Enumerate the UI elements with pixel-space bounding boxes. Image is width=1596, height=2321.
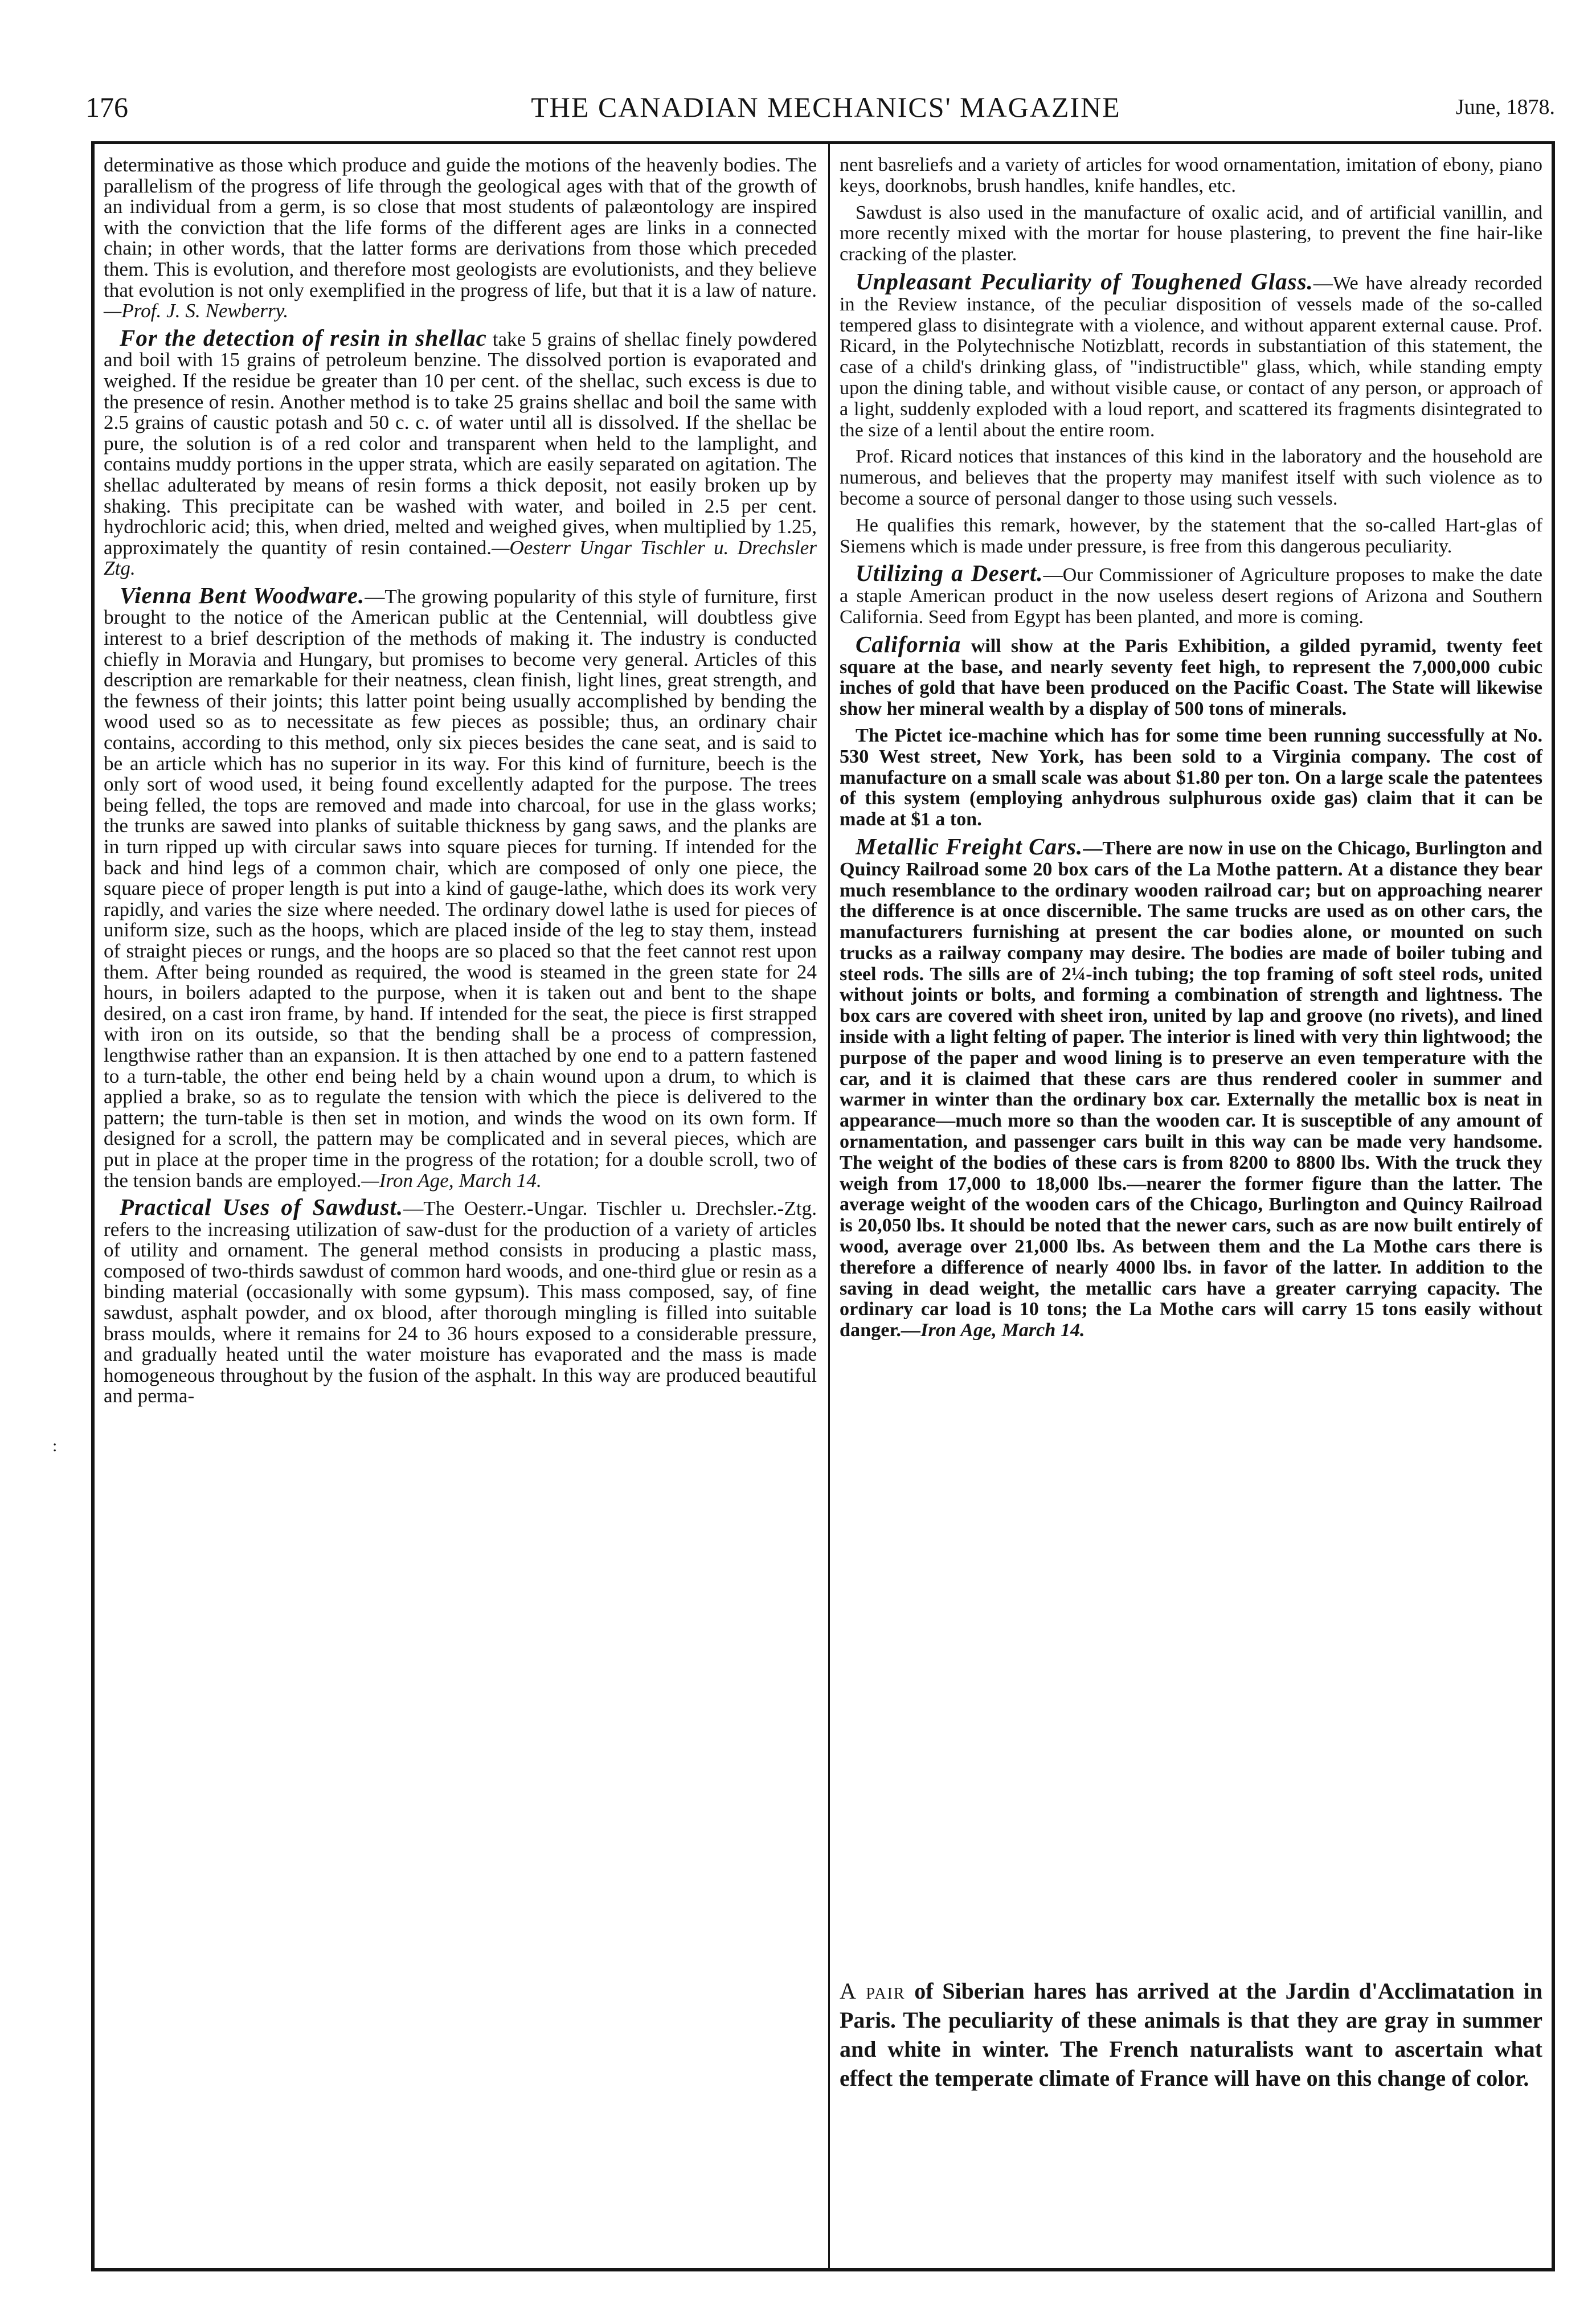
freight-cars-citation: —Iron Age, March 14. bbox=[901, 1320, 1085, 1341]
column-divider bbox=[828, 141, 830, 2271]
left-column bbox=[104, 155, 817, 2262]
right-column bbox=[840, 155, 1542, 1898]
sawdust-paragraph-2: Sawdust is also used in the manufacture of oxalic acid, and of artificial vanillin, and more recently mixed with the mortar for house plastering, to prevent the fine hair-like cracking of the plaster. bbox=[840, 202, 1542, 265]
article-hares bbox=[840, 1976, 1542, 2181]
sawdust-text: —The Oesterr.-Ungar. Tischler u. Drechsler.-Ztg. refers to the increasing utilization of saw-dust for the production of a variety of articles of utility and ornament. The general method consists in producing a plastic mass, composed of two-thirds sawdust of common hard woods, and one-third glue or resin as a binding material (occasionally with some gypsum). This mass composed, say, of fine sawdust, asphalt powder, and ox blood, after thorough mingling is filled into suitable brass moulds, where it remains for 24 to 36 hours exposed to a considerable pressure, and gradually heated until the water moisture has evaporated and the mass is made homogeneous throughout by the fusion of the asphalt. In this way are produced beautiful and perma- bbox=[104, 1197, 817, 1407]
california-text: will show at the Paris Exhibition, a gilded pyramid, twenty feet square at the base, and nearly seventy feet high, to represent the 7,000,000 cubic inches of gold that have been produced on the Pacific Coast. The State will likewise show her mineral wealth by a display of 500 tons of minerals. bbox=[840, 635, 1542, 720]
article-resin bbox=[104, 324, 817, 580]
hares-text: of Siberian hares has arrived at the Jardin d'Acclimatation in Paris. The peculiarity of these animals is that they are gray in summer and white in winter. The French naturalists want to ascertain what effect the temperate climate of France will have on this change of color. bbox=[840, 1978, 1543, 2091]
resin-citation: —Oesterr Ungar Tischler u. Drechsler Ztg. bbox=[104, 536, 817, 580]
sawdust-heading: Practical Uses of Sawdust. bbox=[120, 1194, 404, 1221]
margin-mark: : bbox=[52, 1436, 58, 1455]
page-header bbox=[85, 84, 1566, 130]
page-number: 176 bbox=[85, 91, 128, 123]
magazine-title: THE CANADIAN MECHANICS' MAGAZINE bbox=[531, 91, 1121, 123]
desert-text: —Our Commissioner of Agriculture proposes to make the date a staple American product in the now useless desert regions of Arizona and Southern California. Seed from Egypt has been planted, and more is coming. bbox=[840, 564, 1542, 628]
article-sawdust bbox=[104, 1194, 817, 1407]
article-desert bbox=[840, 560, 1542, 628]
article-california bbox=[840, 631, 1542, 720]
hares-paragraph bbox=[840, 1976, 1542, 2093]
glass-heading: Unpleasant Peculiarity of Toughened Glass. bbox=[856, 268, 1313, 294]
sawdust-continued: nent basreliefs and a variety of articles for wood ornamentation, imitation of ebony, piano keys, doorknobs, brush handles, knife handles, etc. bbox=[840, 154, 1542, 197]
desert-heading: Utilizing a Desert. bbox=[856, 560, 1043, 587]
resin-heading: For the detection of resin in shellac bbox=[120, 324, 487, 351]
evolution-text: determinative as those which produce and guide the motions of the heavenly bodies. The parallelism of the progress of life through the geological ages with that of the growth of an individual from a germ, is so close that most students of palæontology are inspired with the conviction that the life forms of the different ages are links in a connected chain; in other words, that the latter forms are derivations from those which preceded them. This is evolution, and therefore most geologists are evolutionists, and they believe that evolution is not only exemplified in the progress of life, but that it is a law of nature. bbox=[104, 154, 817, 301]
vienna-text: —The growing popularity of this style of furniture, first brought to the notice of the American public at the Centennial, will doubtless give interest to a brief description of the methods of making it. The industry is conducted chiefly in Moravia and Hungary, but promises to become very general. Articles of this description are remarkable for their neatness, clean finish, light lines, great strength, and the fewness of their joints; this latter point being usually accomplished by bending the wood used so as to necessitate as few pieces as possible; thus, an ordinary chair contains, according to this method, only six pieces besides the cane seat, and is said to be an article which has no superior in its way. For this kind of furniture, beech is the only sort of wood used, it being found excellently adapted for the purpose. The trees being felled, the tops are removed and made into charcoal, for use in the glass works; the trunks are sawed into planks of suitable thickness by gang saws, and the planks are in turn ripped up with circular saws into square pieces for turning. If intended for the back and hind legs of a common chair, which are composed of only one piece, the square piece of proper length is put into a kind of gauge-lathe, which does its work very rapidly, and varies the size where needed. The ordinary dowel lathe is used for pieces of uniform size, such as the hoops, which are placed inside of the leg to stay them, instead of straight pieces or rungs, and the hoops are so placed so that the feet cannot rest upon them. After being rounded as required, the wood is steamed in the green state for 24 hours, in boilers adapted to the purpose, when it is taken out and bent to the shape desired, on a cast iron frame, by hand. If intended for the seat, the piece is first strapped with iron on its outside, so that the bending shall be a process of compression, lengthwise rather than an expansion. It is then attached by one end to a pattern fastened to a turn-table, the other end being held by a chain wound upon a drum, to which is applied a brake, so as to regulate the tension with which the piece is delivered to the pattern; the turn-table is then set in motion, and winds the wood on its own form. If designed for a scroll, the pattern may be complicated and in several pieces, which are put in place at the proper time in the progress of the rotation; for a double scroll, two of the tension bands are employed. bbox=[104, 585, 817, 1192]
california-heading: California bbox=[856, 631, 961, 657]
article-freight-cars bbox=[840, 833, 1542, 1341]
evolution-citation: —Prof. J. S. Newberry. bbox=[104, 300, 289, 322]
resin-text: take 5 grains of shellac finely powdered and boil with 15 grains of petroleum benzine. The dissolved portion is evaporated and weighed. If the residue be greater than 10 per cent. of the shellac, such excess is due to the presence of resin. Another method is to take 25 grains shellac and boil the same with 2.5 grains of caustic potash and 50 c. c. of water until all is dissolved. If the shellac be pure, the solution is of a red color and transparent when held to the lamplight, and contains muddy portions in the upper strata, which are easily separated on agitation. The shellac adulterated by means of resin forms a thick deposit, not easily broken up by shaking. This precipitate can be washed with water, and boiled in 2.5 per cent. hydrochloric acid; this, when dried, melted and weighed gives, when multiplied by 1.25, approximately the quantity of resin contained. bbox=[104, 328, 817, 559]
article-pictet: The Pictet ice-machine which has for some time been running successfully at No. 530 West street, New York, has been sold to a Virginia company. The cost of manufacture on a small scale was about $1.80 per ton. On a large scale the patentees of this system (employing anhydrous sulphurous oxide gas) claim that it can be made at $1 a ton. bbox=[840, 724, 1542, 830]
article-vienna bbox=[104, 582, 817, 1192]
glass-text: —We have already recorded in the Review instance, of the peculiar disposition of vessels made of the so-called tempered glass to disintegrate with a violence, and without apparent external cause. Prof. Ricard, in the Polytechnische Notizblatt, records in substantiation of this statement, the case of a child's drinking glass, of "indistructible" glass, which, while standing empty upon the dining table, and without visible cause, or contact of any person, or approach of a light, suddenly exploded with a loud report, and scattered its fragments disintegrated to the size of a lentil about the entire room. bbox=[840, 272, 1542, 441]
glass-paragraph-2: Prof. Ricard notices that instances of this kind in the laboratory and the household are numerous, and believes that the property may manifest itself with such violence as to become a source of personal danger to those using such vessels. bbox=[840, 446, 1542, 509]
vienna-citation: —Iron Age, March 14. bbox=[361, 1169, 542, 1192]
vienna-heading: Vienna Bent Woodware. bbox=[120, 582, 365, 608]
hares-lead: A pair bbox=[840, 1978, 906, 2004]
glass-paragraph-3: He qualifies this remark, however, by the statement that the so-called Hart-glas of Siemens which is made under pressure, is free from this dangerous peculiarity. bbox=[840, 514, 1542, 557]
article-glass bbox=[840, 268, 1542, 441]
freight-cars-heading: Metallic Freight Cars. bbox=[856, 833, 1083, 859]
freight-cars-text: —There are now in use on the Chicago, Burlington and Quincy Railroad some 20 box cars of the La Mothe pattern. At a distance they bear much resemblance to the ordinary wooden railroad car; but on approaching nearer the difference is at once discernible. The same trucks are used as on other cars, the manufacturers furnishing at present the car bodies alone, or mounted on such trucks as a railway company may desire. The bodies are made of boiler tubing and steel rods. The sills are of 2¼-inch tubing; the top framing of soft steel rods, united without joints or bolts, and forming a combination of strength and lightness. The box cars are covered with sheet iron, united by lap and groove (no rivets), and lined inside with a light felting of paper. The interior is lined with very thin lightwood; the purpose of the paper and wood lining is to preserve an even temperature with the car, and it is claimed that these cars are thus rendered cooler in summer and warmer in winter than the ordinary box car. Externally the metallic box is neat in appearance—much more so than the wooden car. It is susceptible of any amount of ornamentation, and passenger cars built in this way can be made very handsome. The weight of the bodies of these cars is from 8200 to 8800 lbs. With the truck they weigh from 17,000 to 18,000 lbs.—nearer the former figure than the latter. The average weight of the wooden cars of the Chicago, Burlington and Quincy Railroad is 20,050 lbs. It should be noted that the newer cars, such as are now built entirely of wood, average over 21,000 lbs. As between them and the La Mothe cars there is therefore a difference of nearly 4000 lbs. in favor of the latter. In addition to the saving in dead weight, the metallic cars have a greater carrying capacity. The ordinary car load is 10 tons; the La Mothe cars will carry 15 tons easily without danger. bbox=[840, 837, 1542, 1341]
article-evolution bbox=[104, 155, 817, 322]
issue-date: June, 1878. bbox=[1455, 95, 1555, 119]
